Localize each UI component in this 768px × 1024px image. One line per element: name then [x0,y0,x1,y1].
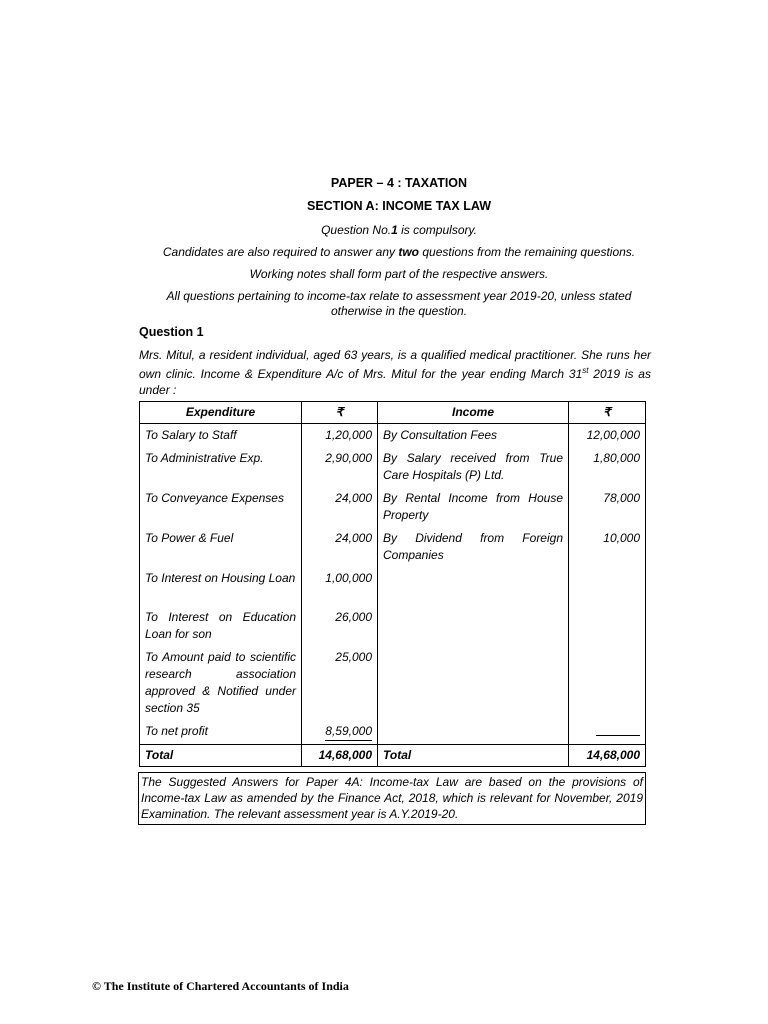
income-item [378,567,569,606]
question-heading: Question 1 [139,325,204,339]
income-item [378,646,569,720]
table-row [140,447,646,487]
question-text-end: 2019 is as under : [139,367,651,397]
expenditure-amount: 1,20,000 [302,424,378,448]
income-item: By Rental Income from House Property [378,487,569,527]
table-row [140,527,646,567]
expenditure-amount: 24,000 [302,487,378,527]
income-total-rule [596,723,640,736]
instruction-choice-post: questions from the remaining questions. [419,245,636,259]
income-expenditure-table [139,401,646,767]
net-profit-amount: 8,59,000 [325,723,372,741]
footer-copyright: © The Institute of Chartered Accountants of India [92,979,349,993]
expenditure-item: To Interest on Housing Loan [140,567,302,606]
header-income-amount: ₹ [569,402,646,424]
expenditure-amount: 2,90,000 [302,447,378,487]
income-item: By Salary received from True Care Hospitals (P) Ltd. [378,447,569,487]
instruction-compulsory [140,223,658,238]
instruction-compulsory-post: is compulsory. [397,223,477,237]
expenditure-amount-cell [302,720,378,745]
expenditure-amount: 1,00,000 [302,567,378,606]
question-text-superscript: st [582,366,589,375]
expenditure-item: To Power & Fuel [140,527,302,567]
expenditure-total-amount: 14,68,000 [302,745,378,767]
income-total-label: Total [378,745,569,767]
income-amount [569,567,646,606]
instruction-compulsory-number: 1 [391,223,398,237]
expenditure-amount: 24,000 [302,527,378,567]
instruction-choice [140,245,658,260]
expenditure-item: To Conveyance Expenses [140,487,302,527]
income-amount [569,646,646,720]
header-income: Income [378,402,569,424]
income-amount-cell [569,720,646,745]
expenditure-total-label: Total [140,745,302,767]
income-item: By Dividend from Foreign Companies [378,527,569,567]
table-row [140,606,646,646]
suggested-answers-note: The Suggested Answers for Paper 4A: Income-tax Law are based on the provisions of Income-tax Law as amended by the Finance Act, 2018, which is relevant for November, 2019 Examination. The relevant assessment year is A.Y.2019-20. [138,772,646,825]
expenditure-item: To Salary to Staff [140,424,302,448]
table-header-row [140,402,646,424]
expenditure-amount: 25,000 [302,646,378,720]
total-row [140,745,646,767]
income-item: By Consultation Fees [378,424,569,448]
expenditure-item: To Amount paid to scientific research association approved & Notified under section 35 [140,646,302,720]
income-amount: 1,80,000 [569,447,646,487]
table-row [140,487,646,527]
table-row [140,424,646,448]
table-row [140,646,646,720]
table-row [140,720,646,745]
header-expenditure: Expenditure [140,402,302,424]
income-item [378,720,569,745]
instruction-choice-count: two [398,245,420,259]
income-amount: 78,000 [569,487,646,527]
header-expenditure-amount: ₹ [302,402,378,424]
income-item [378,606,569,646]
paper-title: PAPER – 4 : TAXATION [330,176,468,190]
instruction-compulsory-pre: Question No. [321,223,392,237]
income-amount: 12,00,000 [569,424,646,448]
instruction-working-notes: Working notes shall form part of the respective answers. [249,267,549,281]
instruction-assessment-year: All questions pertaining to income-tax relate to assessment year 2019-20, unless stated otherwise in the question. [166,289,632,318]
income-amount: 10,000 [569,527,646,567]
income-total-amount: 14,68,000 [569,745,646,767]
expenditure-item: To Administrative Exp. [140,447,302,487]
question-text-main: Mrs. Mitul, a resident individual, aged 63 years, is a qualified medical practitioner. She runs her own clinic. Income & Expenditure A/c of Mrs. Mitul for the year ending March 31 [139,348,651,381]
expenditure-item: To net profit [140,720,302,745]
expenditure-amount: 26,000 [302,606,378,646]
expenditure-item: To Interest on Education Loan for son [140,606,302,646]
section-title: SECTION A: INCOME TAX LAW [306,199,492,213]
instruction-choice-pre: Candidates are also required to answer any [162,245,399,259]
question-text [139,347,651,398]
income-amount [569,606,646,646]
table-row [140,567,646,606]
